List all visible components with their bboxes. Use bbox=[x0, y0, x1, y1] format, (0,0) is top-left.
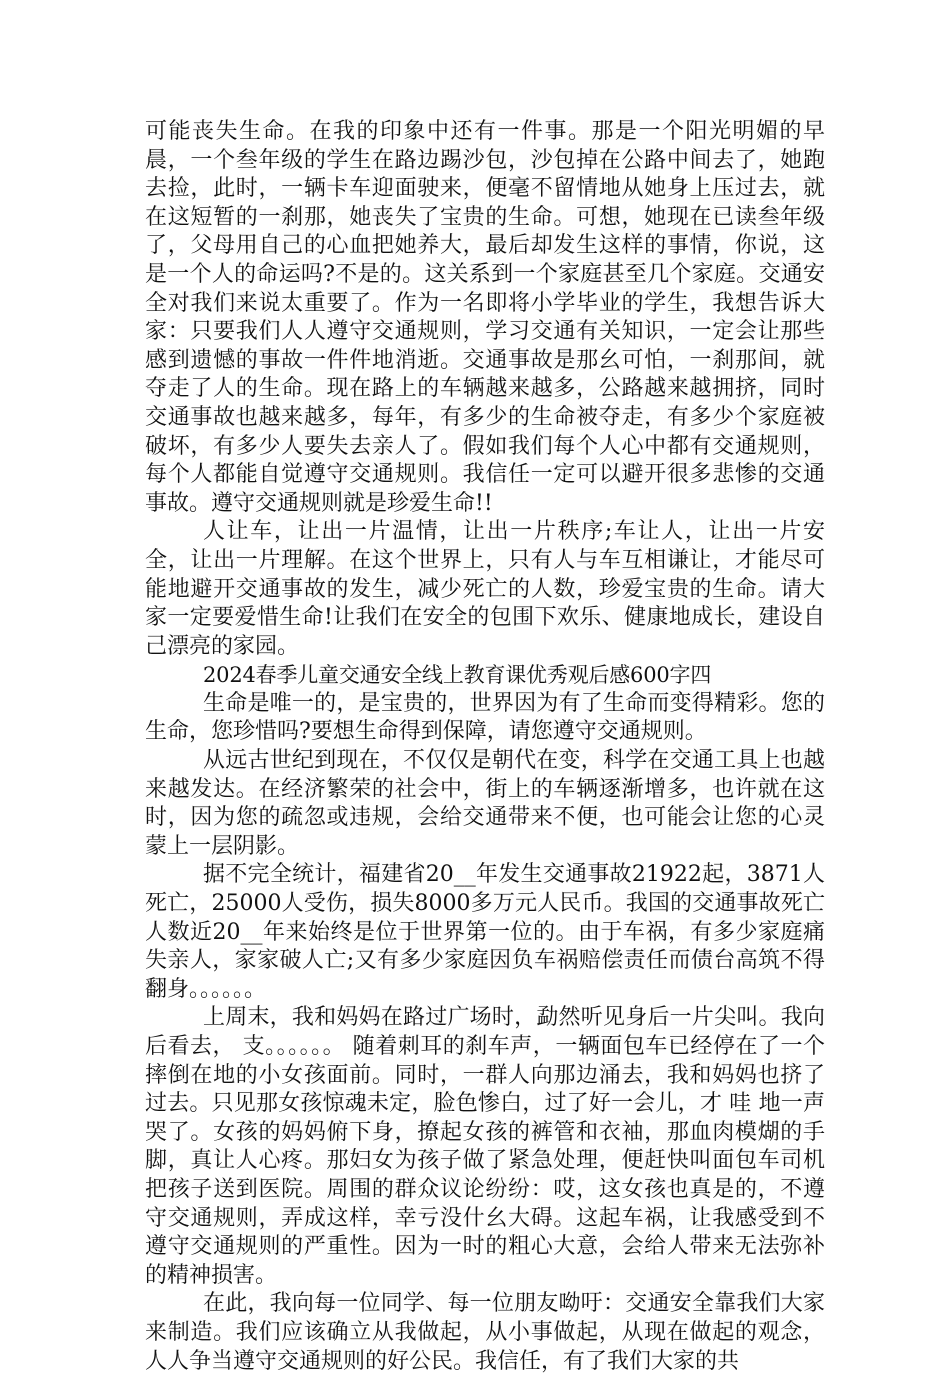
paragraph-5: 据不完全统计，福建省20__年发生交通事故21922起，3871人死亡，25000人受伤，损失8000多万元人民币。我国的交通事故死亡人数近20__年来始终是位于世界第一位的。由于车祸，有多少家庭痛失亲人，家家破人亡;又有多少家庭因负车祸赔偿责任而债台高筑不得翻身。。。。。。 bbox=[145, 862, 825, 1002]
document-body bbox=[145, 118, 825, 1376]
paragraph-6: 上周末，我和妈妈在路过广场时，勐然听见身后一片尖叫。我向后看去， 支。。。。。。 随着刺耳的刹车声，一辆面包车已经停在了一个摔倒在地的小女孩面前。同时，一群人向那边涌去，我和妈妈也挤了过去。只见那女孩惊魂未定，脸色惨白，过了好一会儿，才 哇 地一声哭了。女孩的妈妈俯下身，撩起女孩的裤管和衣袖，那血肉模煳的手脚，真让人心疼。那妇女为孩子做了紧急处理，便赶快叫面包车司机把孩子送到医院。周围的群众议论纷纷：哎，这女孩也真是的，不遵守交通规则，弄成这样，幸亏没什幺大碍。这起车祸，让我感受到不遵守交通规则的严重性。因为一时的粗心大意，会给人带来无法弥补的精神损害。 bbox=[145, 1005, 825, 1288]
paragraph-3: 生命是唯一的，是宝贵的，世界因为有了生命而变得精彩。您的生命，您珍惜吗?要想生命得到保障，请您遵守交通规则。 bbox=[145, 690, 825, 745]
paragraph-4: 从远古世纪到现在，不仅仅是朝代在变，科学在交通工具上也越来越发达。在经济繁荣的社会中，街上的车辆逐渐增多，也许就在这时，因为您的疏忽或违规，会给交通带来不便，也可能会让您的心灵蒙上一层阴影。 bbox=[145, 748, 825, 859]
paragraph-1: 可能丧失生命。在我的印象中还有一件事。那是一个阳光明媚的早晨，一个叁年级的学生在路边踢沙包，沙包掉在公路中间去了，她跑去捡，此时，一辆卡车迎面驶来，便毫不留情地从她身上压过去，就在这短暂的一刹那，她丧失了宝贵的生命。可想，她现在已读叁年级了，父母用自己的心血把她养大，最后却发生这样的事情，你说，这是一个人的命运吗?不是的。这关系到一个家庭甚至几个家庭。交通安全对我们来说太重要了。作为一名即将小学毕业的学生，我想告诉大家：只要我们人人遵守交通规则，学习交通有关知识，一定会让那些感到遗憾的事故一件件地消逝。交通事故是那幺可怕，一刹那间，就夺走了人的生命。现在路上的车辆越来越多，公路越来越拥挤，同时交通事故也越来越多，每年，有多少的生命被夺走，有多少个家庭被破坏，有多少人要失去亲人了。假如我们每个人心中都有交通规则，每个人都能自觉遵守交通规则。我信任一定可以避开很多悲惨的交通事故。遵守交通规则就是珍爱生命!! bbox=[145, 119, 825, 516]
paragraph-7: 在此，我向每一位同学、每一位朋友呦吁：交通安全靠我们大家来制造。我们应该确立从我做起，从小事做起，从现在做起的观念，人人争当遵守交通规则的好公民。我信任，有了我们大家的共 bbox=[145, 1291, 825, 1374]
paragraph-2: 人让车，让出一片温情，让出一片秩序;车让人，让出一片安全，让出一片理解。在这个世界上，只有人与车互相谦让，才能尽可能地避开交通事故的发生，减少死亡的人数，珍爱宝贵的生命。请大家一定要爱惜生命!让我们在安全的包围下欢乐、健康地成长，建设自己漂亮的家园。 bbox=[145, 519, 825, 659]
section-heading: 2024春季儿童交通安全线上教育课优秀观后感600字四 bbox=[203, 663, 712, 688]
